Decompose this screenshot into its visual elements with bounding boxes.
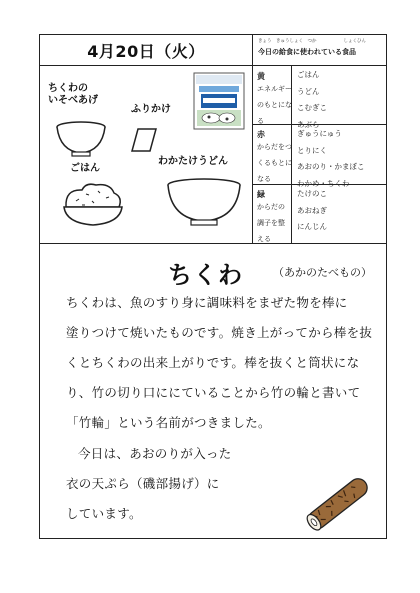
desc-line: る [257, 117, 264, 125]
food-item: とりにく [297, 145, 327, 155]
food-group-yellow-desc [257, 81, 292, 129]
food-heading: 今日の給食に使われている食品 [258, 48, 356, 56]
article-line: ちくわは、魚のすり身に調味料をまぜた物を棒に [66, 295, 348, 310]
desc-line: なる [257, 175, 271, 183]
article-line: しています。 [66, 506, 142, 521]
divider [40, 243, 386, 244]
desc-line: 調子を整 [257, 219, 285, 227]
food-item: にんじん [297, 222, 327, 231]
furikake-packet-icon [130, 127, 158, 153]
food-item: こむぎこ [297, 103, 327, 112]
heading-ruby: きょう きゅうしょく つか しょくひん [258, 39, 366, 44]
menu-item-chikuwa-isobeage [48, 83, 98, 106]
divider [40, 65, 386, 66]
food-item: あおねぎ [297, 205, 327, 215]
article-line: り、竹の切り口ににていることから竹の輪と書いて [66, 385, 361, 400]
menu-sheet [39, 34, 387, 539]
food-item: ぎゅうにゅう [297, 129, 342, 138]
chikuwa-icon [298, 468, 376, 538]
food-group-yellow-heading: 黄 [257, 72, 265, 81]
article-line: 「竹輪」という名前がつきました。 [66, 415, 271, 430]
food-item: ごはん [297, 70, 320, 79]
article-line: 塗りつけて焼いたものです。焼き上がってから棒を抜 [66, 325, 373, 340]
menu-item-wakatake-udon: わかたけうどん [158, 156, 228, 167]
food-group-green-heading: 緑 [257, 190, 265, 199]
food-group-green-desc [257, 199, 285, 247]
bowl-icon [55, 121, 107, 157]
date-title: 4月20日（火） [87, 41, 205, 61]
udon-bowl-icon [165, 177, 243, 227]
food-group-red-list [297, 126, 365, 192]
rice-bowl-icon [62, 181, 124, 229]
food-item: わかめ・ちくわ [297, 178, 350, 188]
milk-carton-icon [193, 72, 245, 130]
desc-line: のもとにな [257, 101, 292, 109]
food-group-red-desc [257, 139, 292, 187]
menu-item-furikake: ふりかけ [131, 104, 171, 115]
food-item: うどん [297, 86, 320, 96]
menu-item-gohan: ごはん [70, 163, 100, 174]
food-item: あおのり・かまぼこ [297, 162, 365, 171]
divider [252, 35, 253, 243]
food-group-yellow-list [297, 67, 327, 133]
desc-line: からだの [257, 203, 285, 211]
desc-line: える [257, 235, 271, 243]
menu-label-line: いそべあげ [48, 94, 98, 106]
food-group-green-list [297, 186, 327, 236]
desc-line: くるもとに [257, 159, 292, 167]
article-subtitle: （あかのたべもの） [273, 266, 372, 279]
article-title: ちくわ [168, 261, 243, 289]
desc-line: からだをつ [257, 143, 292, 151]
desc-line: エネルギー [257, 85, 292, 93]
article-line: 今日は、あおのりが入った [78, 446, 232, 461]
article-line: 衣の天ぷら（磯部揚げ）に [66, 476, 220, 491]
food-item: たけのこ [297, 189, 327, 198]
food-group-red-heading: 赤 [257, 130, 265, 139]
food-item: あぶら [297, 119, 320, 129]
article-line: くとちくわの出来上がりです。棒を抜くと筒状にな [66, 355, 360, 370]
menu-label-line: ちくわの [48, 83, 88, 94]
